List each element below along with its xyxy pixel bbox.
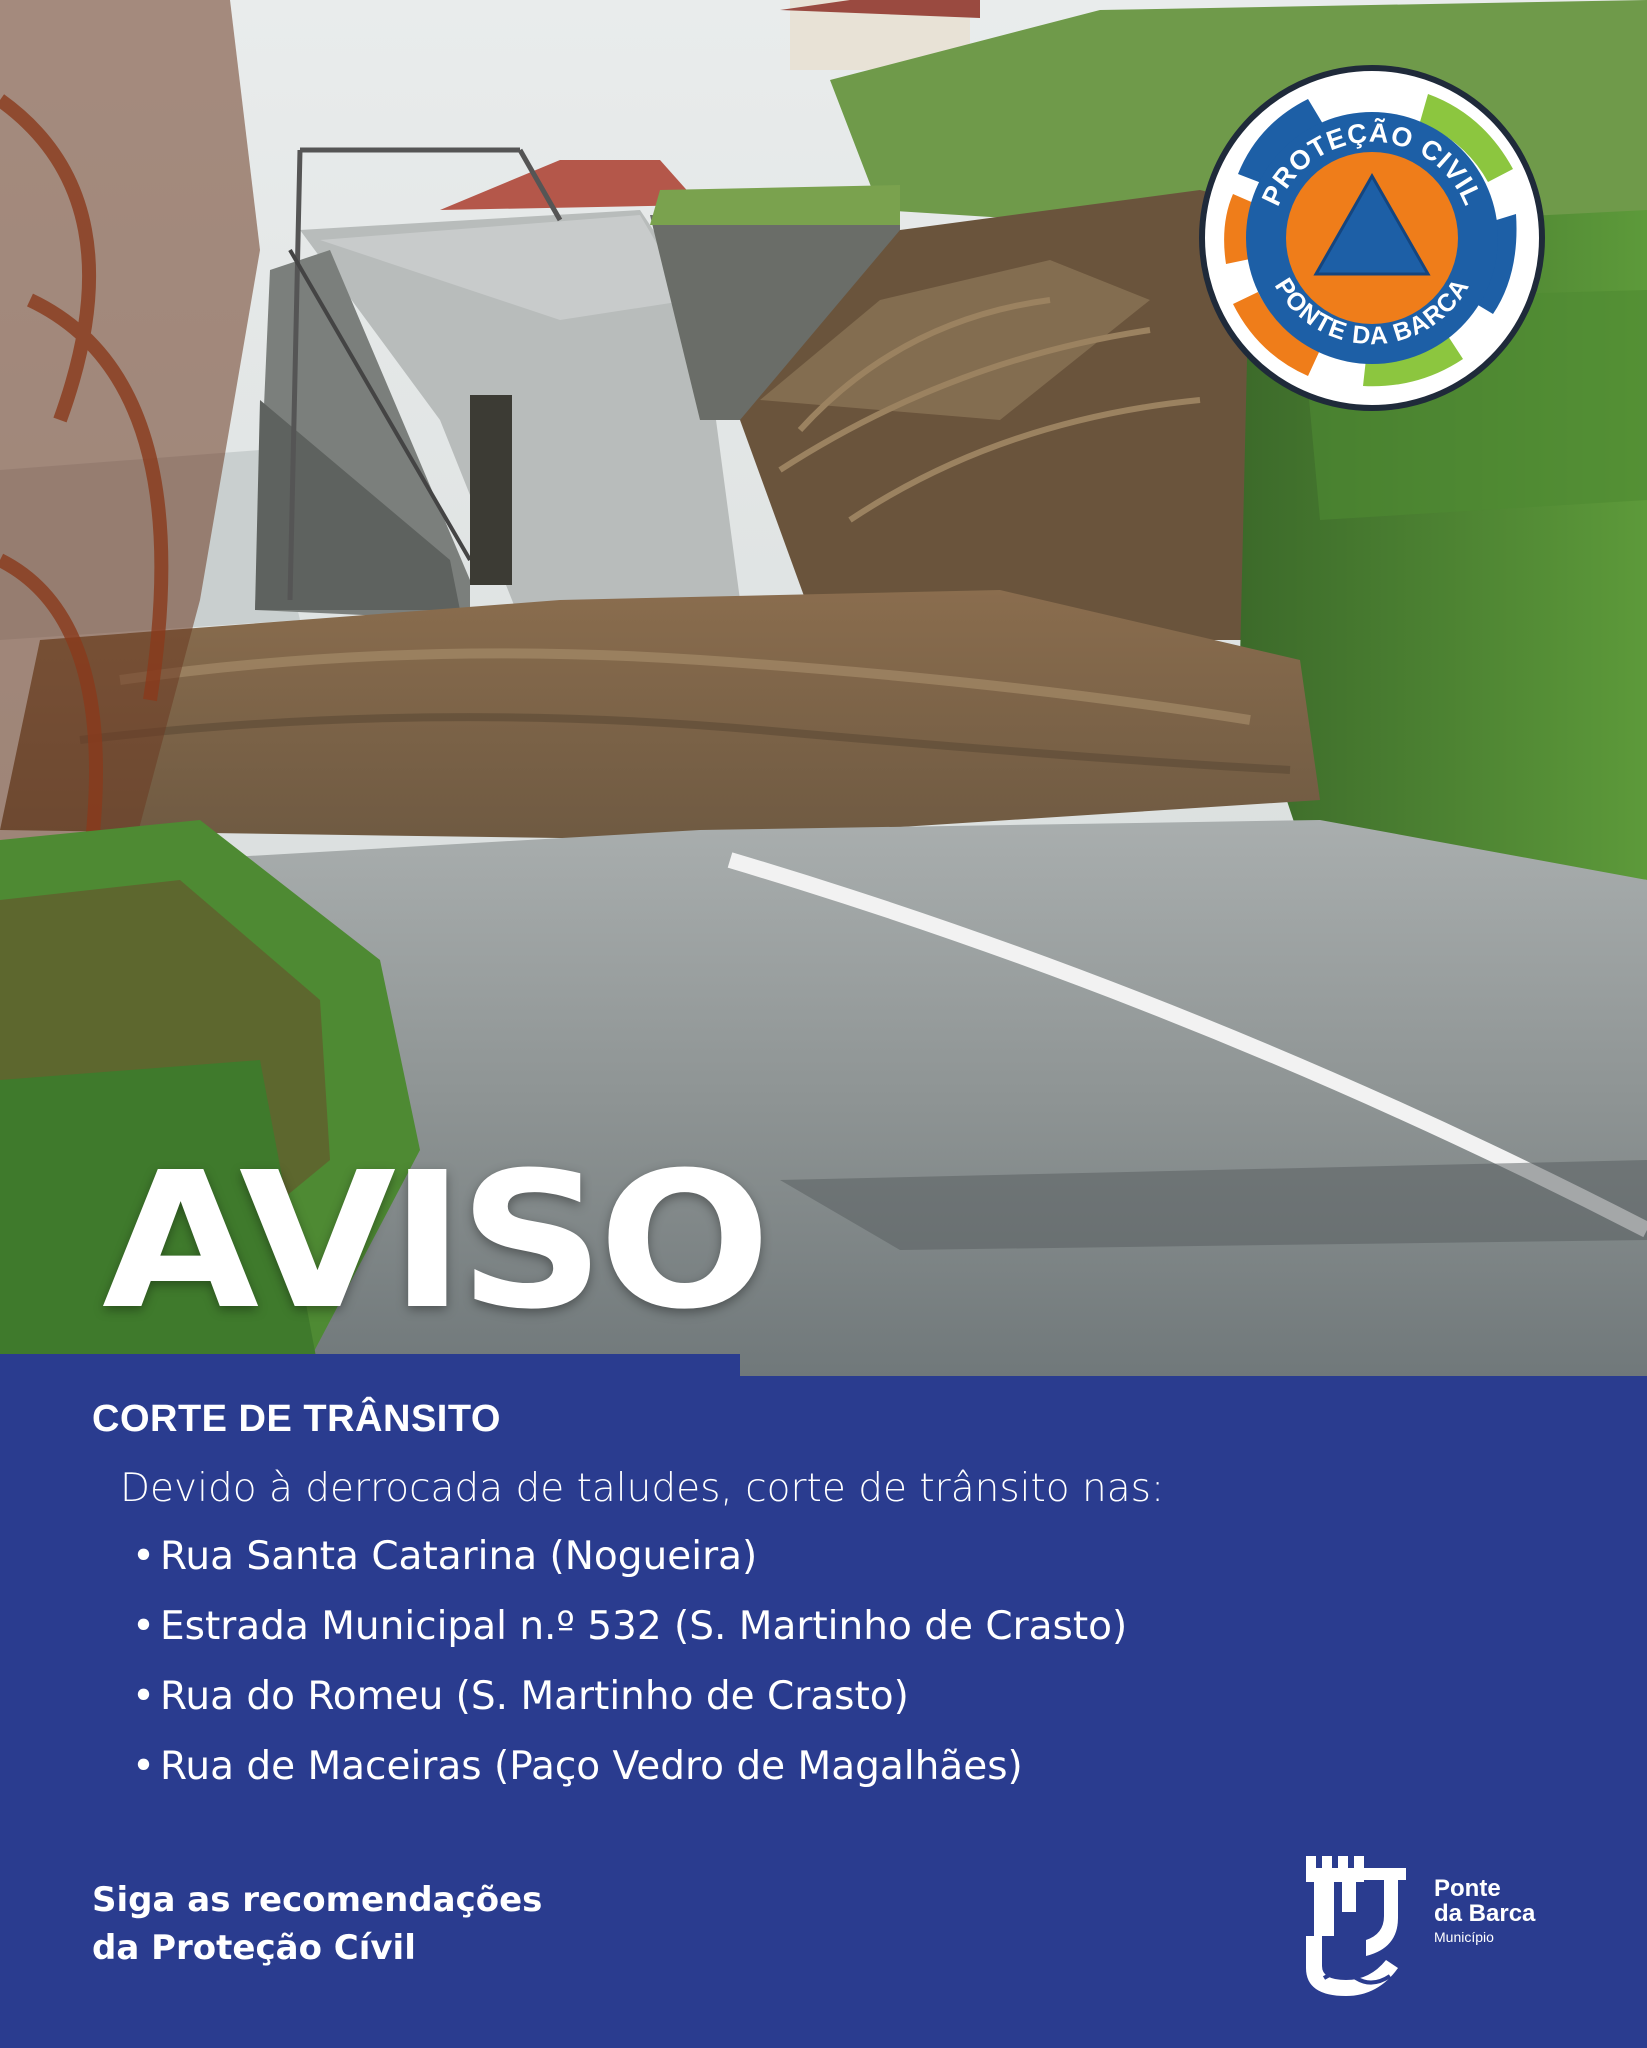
headline: AVISO <box>102 1132 765 1351</box>
list-item <box>132 1742 1127 1812</box>
protecao-civil-logo-text <box>1198 64 1546 412</box>
bullet: • <box>132 1604 156 1649</box>
street-name: Rua do Romeu (S. Martinho de Crasto) <box>160 1674 909 1719</box>
municipio-subtitle: Município <box>1434 1929 1494 1945</box>
municipio-name-line-1: Ponte <box>1434 1875 1501 1902</box>
street-name: Estrada Municipal n.º 532 (S. Martinho de Crasto) <box>160 1604 1128 1649</box>
intro-text: Devido à derrocada de taludes, corte de trânsito nas: <box>120 1466 1165 1511</box>
footer-line-2: da Proteção Cívil <box>92 1928 416 1968</box>
logo-bottom-text: PONTE DA BARCA <box>1269 273 1475 351</box>
svg-text:PONTE DA BARCA <box>1269 273 1475 350</box>
svg-text:PROTEÇÃO CIVIL <box>1256 117 1488 211</box>
list-item <box>132 1672 1127 1742</box>
street-list <box>132 1532 1127 1812</box>
logo-top-text: PROTEÇÃO CIVIL <box>1255 117 1489 211</box>
bullet: • <box>132 1674 156 1719</box>
footer-line-1: Siga as recomendações <box>92 1880 543 1920</box>
street-name: Rua de Maceiras (Paço Vedro de Magalhães) <box>160 1744 1023 1789</box>
list-item <box>132 1602 1127 1672</box>
street-name: Rua Santa Catarina (Nogueira) <box>160 1534 758 1579</box>
municipio-name <box>1434 1876 1535 1926</box>
footer-note <box>92 1876 542 1972</box>
municipio-name-line-2: da Barca <box>1434 1900 1536 1927</box>
list-item <box>132 1532 1127 1602</box>
bullet: • <box>132 1744 156 1789</box>
panel-notch <box>0 1354 740 1378</box>
bullet: • <box>132 1534 156 1579</box>
section-heading: CORTE DE TRÂNSITO <box>92 1398 501 1440</box>
